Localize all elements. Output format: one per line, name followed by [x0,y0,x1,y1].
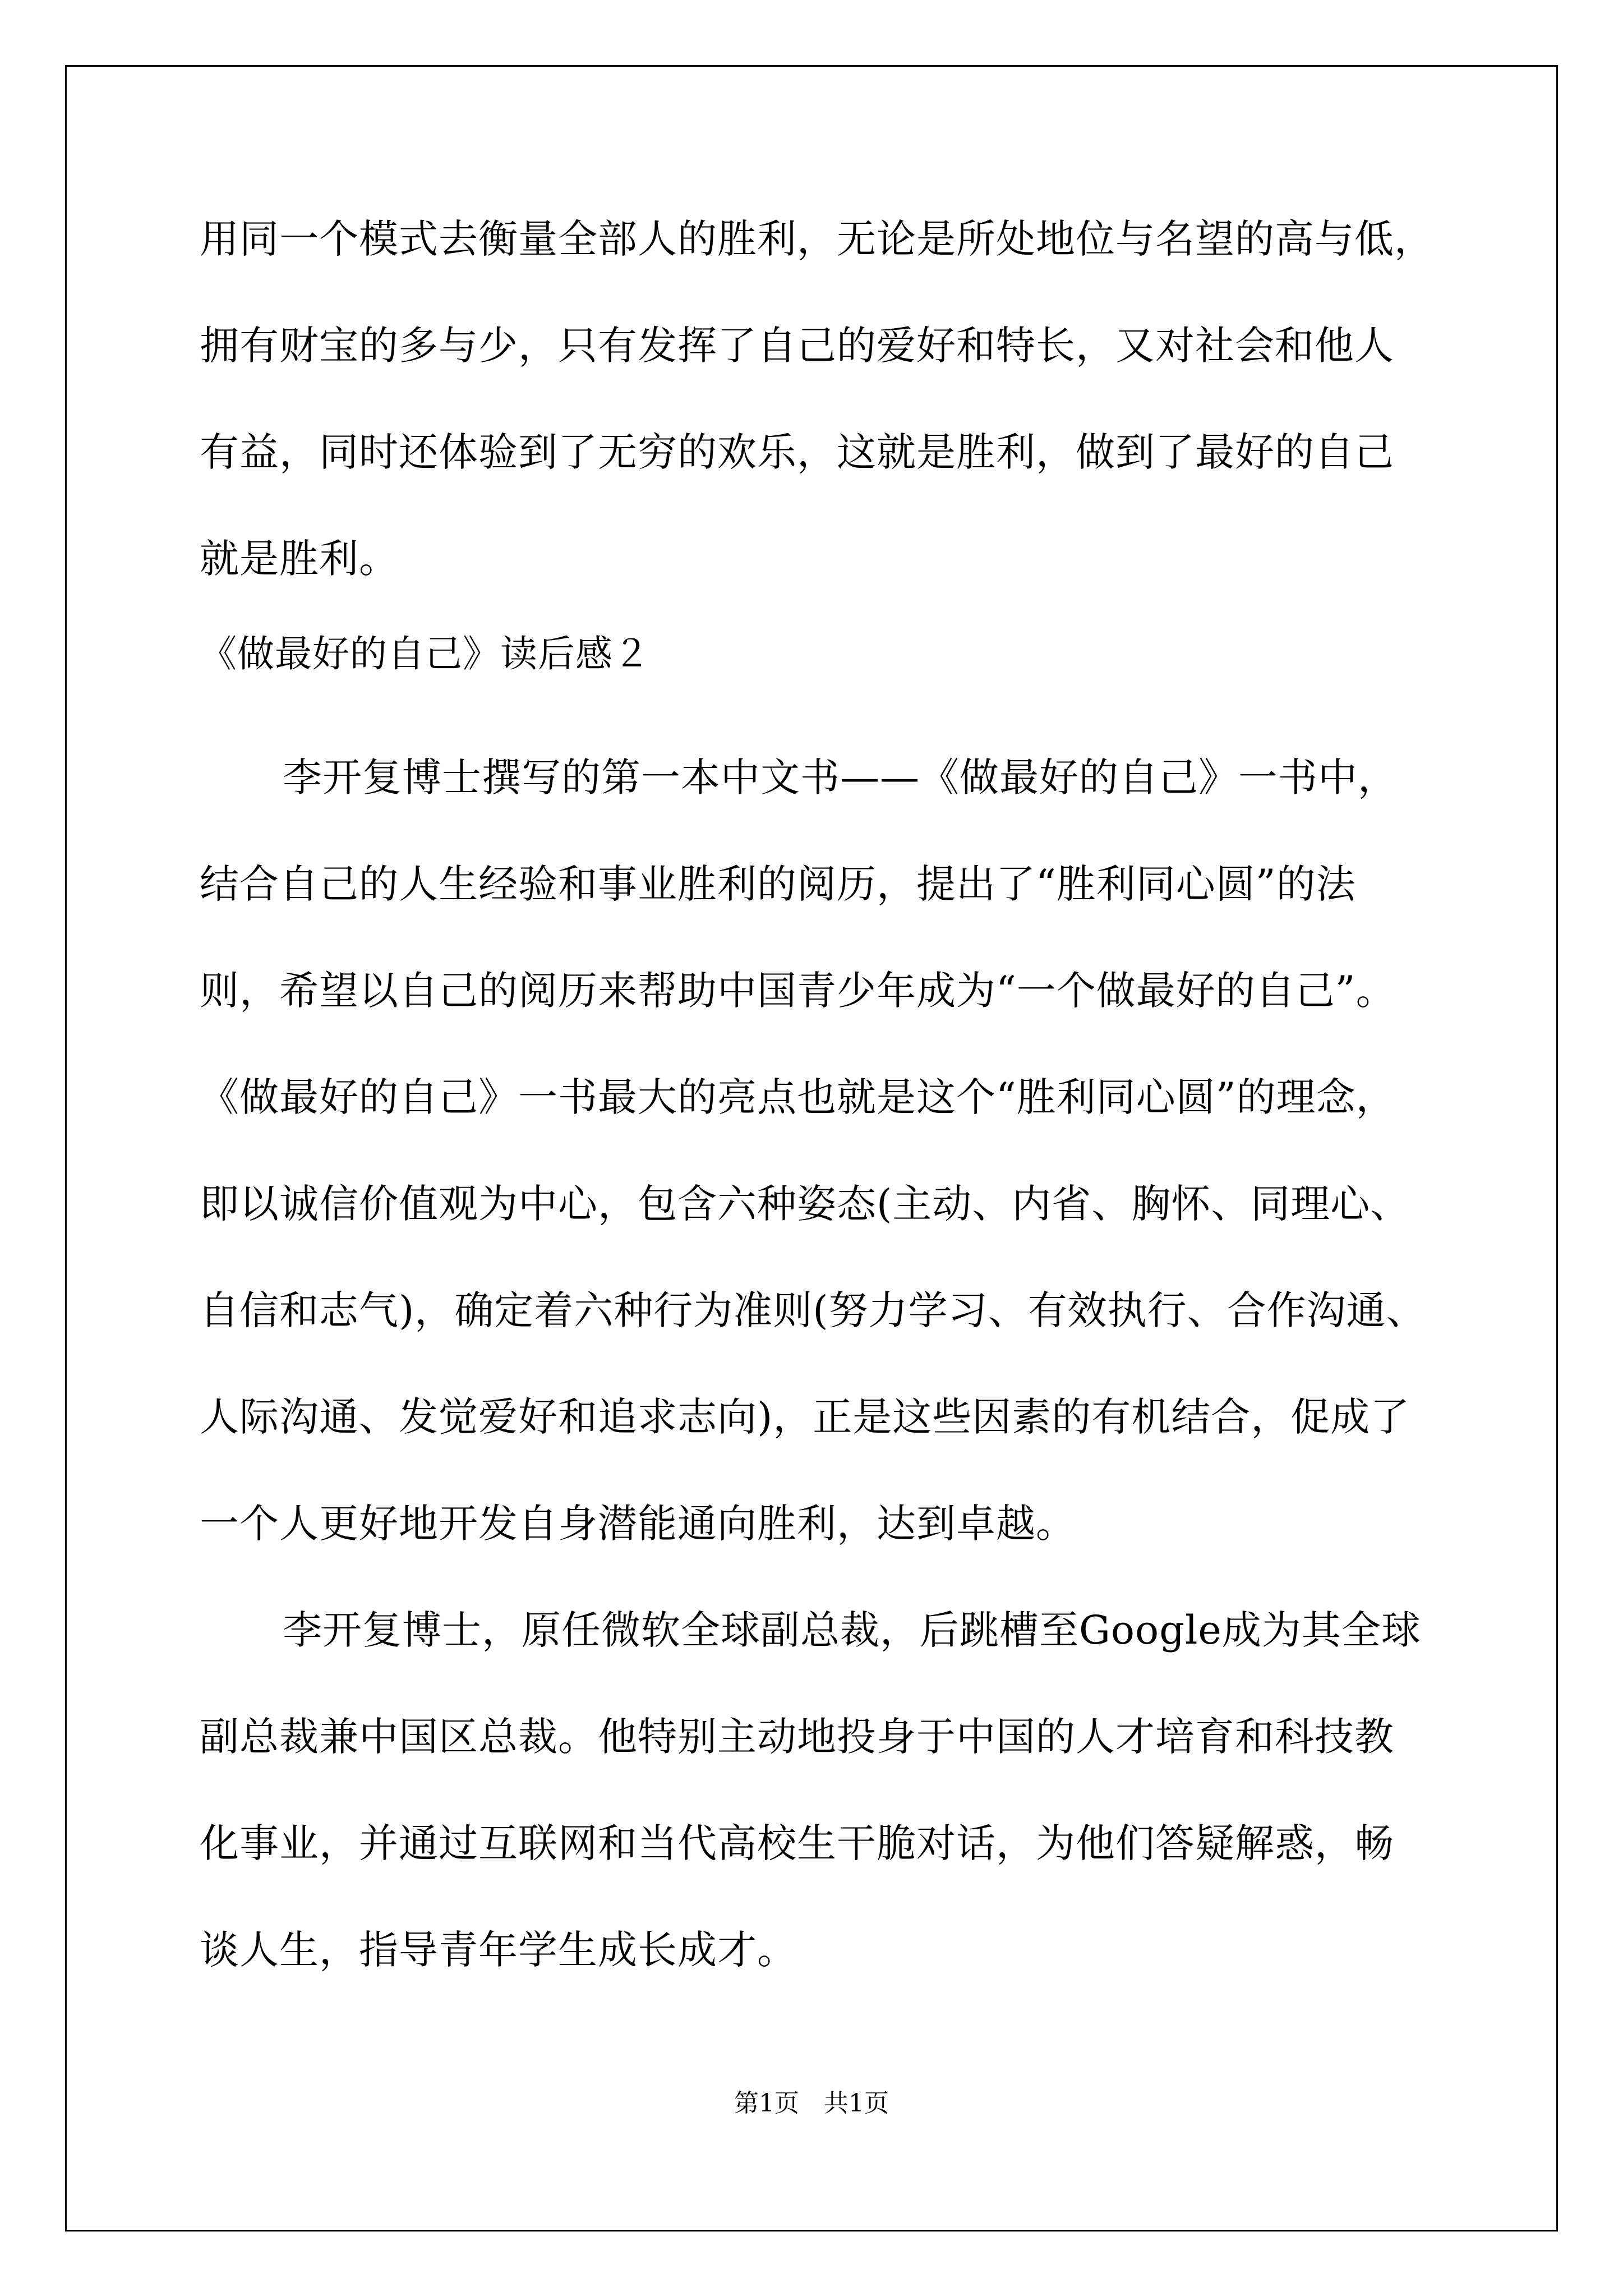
page-footer: 第1页 共1页 [734,2089,889,2118]
page-border [65,65,1558,2231]
text-line: 用同一个模式去衡量全部人的胜利，无论是所处地位与名望的高与低， [200,216,1434,262]
text-line: 化事业，并通过互联网和当代高校生干脆对话，为他们答疑解惑，畅 [200,1820,1394,1866]
text-line: 自信和志气)，确定着六种行为准则(努力学习、有效执行、合作沟通、 [200,1287,1426,1333]
text-line: 则，希望以自己的阅历来帮助中国青少年成为“一个做最好的自己”。 [200,968,1396,1014]
text-line: 副总裁兼中国区总裁。他特别主动地投身于中国的人才培育和科技教 [200,1714,1394,1760]
text-line: 谈人生，指导青年学生成长成才。 [200,1927,797,1973]
text-line: 《做最好的自己》一书最大的亮点也就是这个“胜利同心圆”的理念， [200,1074,1396,1120]
text-line: 拥有财宝的多与少，只有发挥了自己的爱好和特长，又对社会和他人 [200,323,1394,369]
section-heading: 《做最好的自己》读后感２ [200,632,651,675]
paragraph-first-line: 李开复博士，原任微软全球副总裁，后跳槽至Google成为其全球 [283,1607,1421,1653]
text-line: 有益，同时还体验到了无穷的欢乐，这就是胜利，做到了最好的自己 [200,429,1394,475]
text-line: 一个人更好地开发自身潜能通向胜利，达到卓越。 [200,1501,1076,1547]
paragraph-first-line: 李开复博士撰写的第一本中文书——《做最好的自己》一书中， [283,754,1398,800]
text-line: 就是胜利。 [200,536,399,582]
text-line: 即以诚信价值观为中心，包含六种姿态(主动、内省、胸怀、同理心、 [200,1181,1410,1227]
text-line: 结合自己的人生经验和事业胜利的阅历，提出了“胜利同心圆”的法 [200,861,1356,907]
text-line: 人际沟通、发觉爱好和追求志向)，正是这些因素的有机结合，促成了 [200,1394,1410,1440]
